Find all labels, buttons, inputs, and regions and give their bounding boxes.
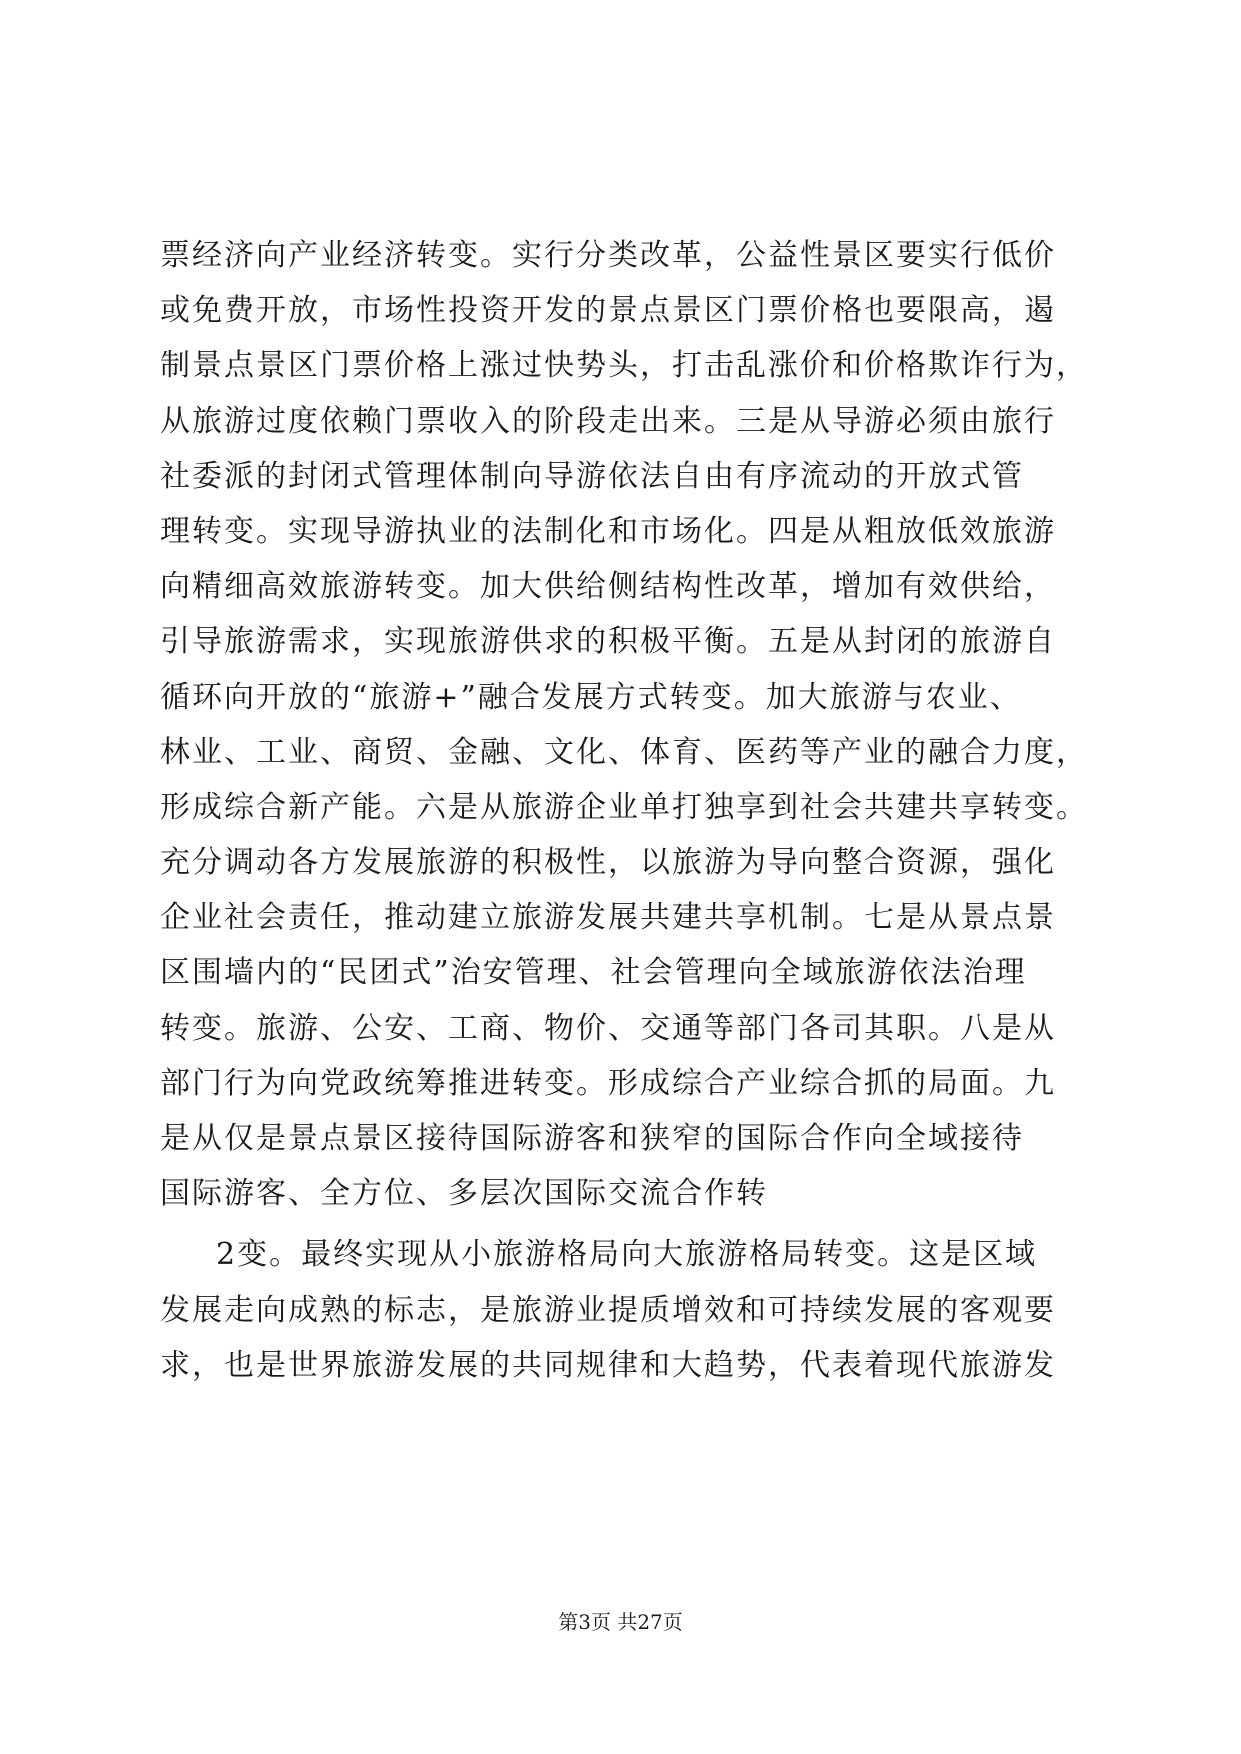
paragraph2-line-1: 2变。最终实现从小旅游格局向大旅游格局转变。这是区域 bbox=[216, 1237, 1038, 1273]
body-text bbox=[160, 228, 1120, 1393]
text-line-1: 票经济向产业经济转变。实行分类改革，公益性景区要实行低价 bbox=[160, 238, 1056, 273]
text-line-12: 充分调动各方发展旅游的积极性，以旅游为导向整合资源，强化 bbox=[160, 845, 1056, 881]
text-line-8: 引导旅游需求，实现旅游供求的积极平衡。五是从封闭的旅游自 bbox=[160, 624, 1056, 660]
text-line-18: 国际游客、全方位、多层次国际交流合作转 bbox=[160, 1176, 768, 1212]
text-line-5: 社委派的封闭式管理体制向导游依法自由有序流动的开放式管 bbox=[160, 458, 1024, 494]
text-line-9: 循环向开放的“旅游+”融合发展方式转变。加大旅游与农业、 bbox=[160, 679, 1022, 715]
text-line-13: 企业社会责任，推动建立旅游发展共建共享机制。七是从景点景 bbox=[160, 900, 1056, 936]
paragraph2-line-2: 发展走向成熟的标志，是旅游业提质增效和可持续发展的客观要 bbox=[160, 1292, 1056, 1328]
text-line-2: 或免费开放，市场性投资开发的景点景区门票价格也要限高，遏 bbox=[160, 293, 1056, 329]
text-line-3: 制景点景区门票价格上涨过快势头，打击乱涨价和价格欺诈行为， bbox=[160, 348, 1088, 384]
text-line-15: 转变。旅游、公安、工商、物价、交通等部门各司其职。八是从 bbox=[160, 1010, 1056, 1046]
text-line-4: 从旅游过度依赖门票收入的阶段走出来。三是从导游必须由旅行 bbox=[160, 403, 1056, 439]
text-line-17: 是从仅是景点景区接待国际游客和狭窄的国际合作向全域接待 bbox=[160, 1121, 1024, 1156]
text-line-10: 林业、工业、商贸、金融、文化、体育、医药等产业的融合力度， bbox=[160, 734, 1088, 770]
text-line-6: 理转变。实现导游执业的法制化和市场化。四是从粗放低效旅游 bbox=[160, 513, 1056, 549]
page-footer bbox=[0, 1606, 1241, 1635]
text-line-7: 向精细高效旅游转变。加大供给侧结构性改革，增加有效供给， bbox=[160, 569, 1056, 605]
text-line-16: 部门行为向党政统筹推进转变。形成综合产业综合抓的局面。九 bbox=[160, 1065, 1056, 1101]
text-line-11: 形成综合新产能。六是从旅游企业单打独享到社会共建共享转变。 bbox=[160, 789, 1088, 825]
page-number-label: 第3页 共27页 bbox=[558, 1610, 683, 1634]
text-line-14: 区围墙内的“民团式”治安管理、社会管理向全域旅游依法治理 bbox=[160, 955, 1027, 991]
paragraph2-line-3: 求，也是世界旅游发展的共同规律和大趋势，代表着现代旅游发 bbox=[160, 1347, 1056, 1383]
